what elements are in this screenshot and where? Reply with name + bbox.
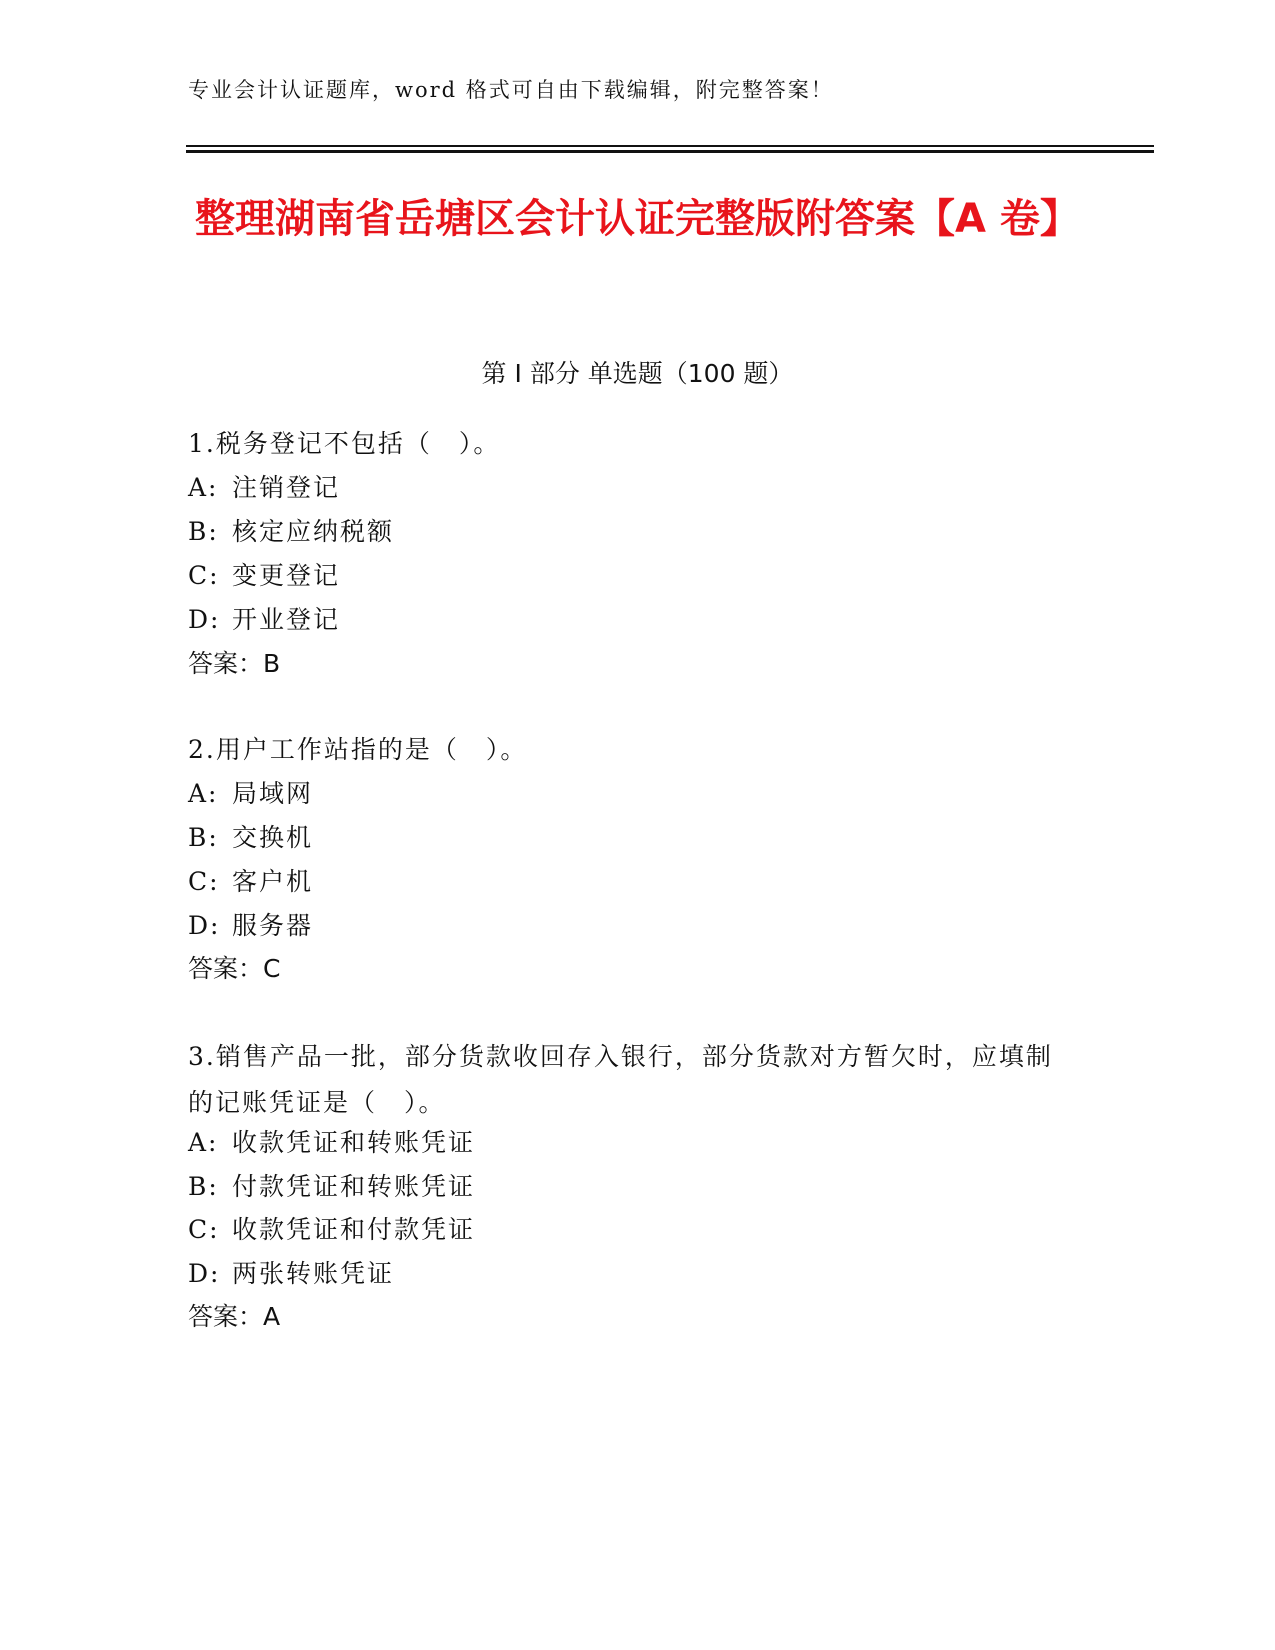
option-label: C: [188, 867, 220, 896]
option-label: A: [188, 779, 219, 808]
question-1-option-c [188, 560, 340, 592]
question-3-stem: 3.销售产品一批，部分货款收回存入银行，部分货款对方暂欠时，应填制的记账凭证是（ ）。 [188, 1042, 1053, 1117]
question-3-option-d [188, 1258, 394, 1290]
option-label: D: [188, 911, 221, 940]
question-2-option-d [188, 910, 313, 942]
option-label: B: [188, 1172, 219, 1201]
option-label: C: [188, 1215, 220, 1244]
option-label: D: [188, 1259, 221, 1288]
option-text: 局域网 [232, 779, 314, 808]
question-2-option-b [188, 822, 313, 854]
question-3-option-b [188, 1171, 475, 1203]
option-label: C: [188, 561, 220, 590]
question-2-stem: 2.用户工作站指的是（ ）。 [188, 735, 528, 764]
header-note: 专业会计认证题库，word 格式可自由下载编辑，附完整答案！ [188, 78, 834, 102]
question-3-option-a [188, 1127, 475, 1159]
option-text: 交换机 [232, 823, 314, 852]
question-1-option-d [188, 604, 340, 636]
option-label: A: [188, 473, 219, 502]
question-1-stem: 1.税务登记不包括（ ）。 [188, 429, 501, 458]
option-text: 变更登记 [232, 561, 341, 590]
option-text: 付款凭证和转账凭证 [232, 1172, 476, 1201]
option-text: 注销登记 [232, 473, 341, 502]
option-text: 核定应纳税额 [232, 517, 395, 546]
option-text: 收款凭证和转账凭证 [232, 1128, 476, 1157]
question-2-option-c [188, 866, 313, 898]
option-text: 客户机 [232, 867, 314, 896]
option-label: A: [188, 1128, 219, 1157]
header-divider-thin [186, 145, 1154, 147]
question-2-option-a [188, 778, 313, 810]
question-3-answer: 答案：A [188, 1302, 281, 1331]
option-label: B: [188, 517, 219, 546]
question-1-option-a [188, 472, 340, 504]
question-1-option-b [188, 516, 394, 548]
question-1-answer: 答案：B [188, 649, 281, 678]
option-text: 开业登记 [232, 605, 341, 634]
section-heading: 第 I 部分 单选题（100 题） [481, 359, 794, 388]
option-label: B: [188, 823, 219, 852]
document-title: 整理湖南省岳塘区会计认证完整版附答案【A 卷】 [195, 196, 1080, 242]
header-divider-thick [186, 150, 1154, 153]
question-3-option-c [188, 1214, 475, 1246]
option-label: D: [188, 605, 221, 634]
option-text: 两张转账凭证 [232, 1259, 395, 1288]
option-text: 收款凭证和付款凭证 [232, 1215, 476, 1244]
option-text: 服务器 [232, 911, 314, 940]
question-2-answer: 答案：C [188, 954, 281, 983]
